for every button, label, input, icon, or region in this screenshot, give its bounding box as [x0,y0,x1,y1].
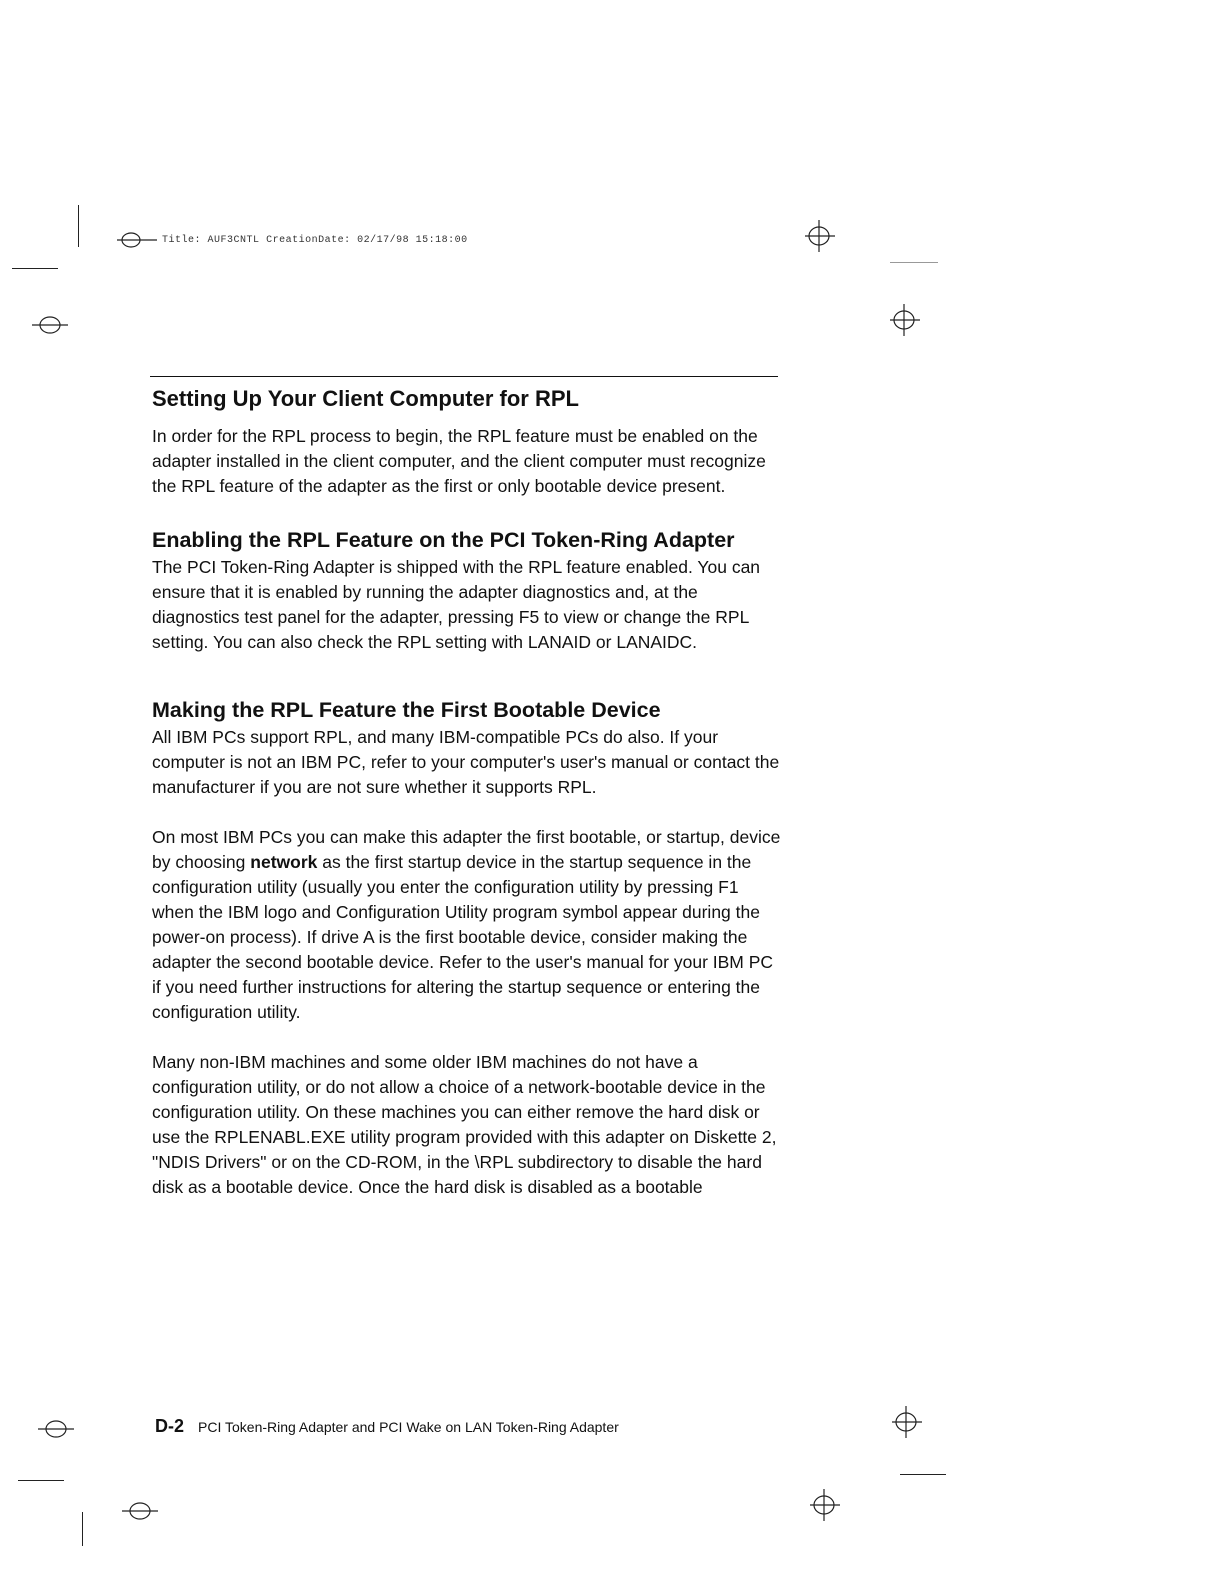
crop-line [18,1480,64,1481]
crop-line [12,268,58,269]
registration-mark-icon [801,219,837,253]
book-title: PCI Token-Ring Adapter and PCI Wake on LAN Token-Ring Adapter [198,1419,619,1435]
crop-line [890,262,938,263]
making-paragraph-3: Many non-IBM machines and some older IBM machines do not have a configuration utility, or do not allow a choice of a network-bootable device in the configuration utility. On these machines you can either remove the hard disk or use the RPLENABL.EXE utility program provided with this adapter on Diskette 2, "NDIS Drivers" or on the CD-ROM, in the \RPL subdirectory to disable the hard disk as a bootable device. Once the hard disk is disabled as a bootable [152,1052,777,1197]
crop-line [900,1474,946,1475]
slug-title-label: Title: [162,235,202,246]
registration-mark-icon [806,1488,842,1522]
network-keyword: network [250,852,318,872]
enabling-heading: Enabling the RPL Feature on the PCI Token-Ring Adapter [152,528,735,552]
registration-mark-icon [120,1498,160,1524]
making-paragraph-1: All IBM PCs support RPL, and many IBM-compatible PCs do also. If your computer is not an IBM PC, refer to your computer's user's manual or contact the manufacturer if you are not sure whether it supports RPL. [152,727,780,797]
page-footer [155,1416,619,1437]
registration-mark-icon [30,312,70,338]
slug-date-value: 02/17/98 15:18:00 [357,235,468,246]
intro-paragraph: In order for the RPL process to begin, the RPL feature must be enabled on the adapter installed in the client computer, and the client computer must recognize the RPL feature of the adapter as the first or only bootable device present. [152,426,766,496]
slug-date-label: CreationDate: [266,235,351,246]
para2-text-end: as the first startup device in the startup sequence in the configuration utility (usually you enter the configuration utility by pressing F1 when the IBM logo and Configuration Utility program symbol appear during the power-on process). If drive A is the first bootable device, consider making the adapter the second bootable device. Refer to the user's manual for your IBM PC if you need further instructions for altering the startup sequence or entering the configuration utility. [152,852,774,1022]
registration-mark-icon [888,1405,924,1439]
registration-mark-icon [886,303,922,337]
slug-title-value: AUF3CNTL [207,235,260,246]
crop-line [82,1512,83,1546]
page-number: D-2 [155,1416,185,1436]
crop-line [78,205,79,247]
page-body [152,380,782,1200]
registration-mark-icon [36,1416,76,1442]
making-paragraph-2 [152,825,782,1025]
registration-mark-icon [117,229,159,251]
enabling-paragraph: The PCI Token-Ring Adapter is shipped with the RPL feature enabled. You can ensure that it is enabled by running the adapter diagnostics and, at the diagnostics test panel for the adapter, pressing F5 to view or change the RPL setting. You can also check the RPL setting with LANAID or LANAIDC. [152,557,761,652]
section-title: Setting Up Your Client Computer for RPL [152,386,579,411]
section-rule [150,376,778,377]
para2-text-start: On most IBM PCs you can make this adapter the first bootable, or startup, device by choosing [152,827,781,872]
print-slug [162,235,468,246]
making-heading: Making the RPL Feature the First Bootable Device [152,698,661,722]
